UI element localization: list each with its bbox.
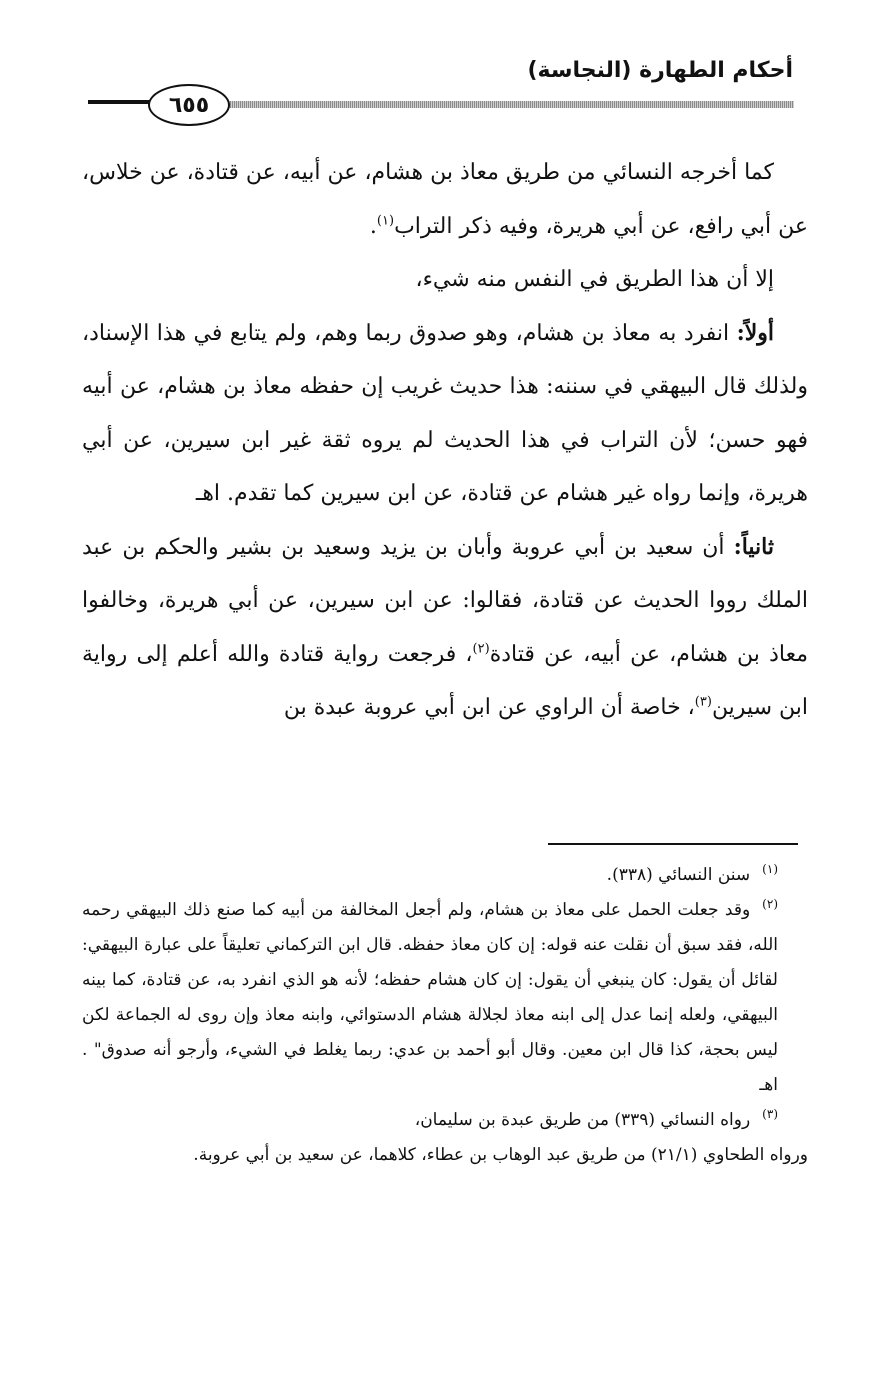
header-rule-right (222, 101, 794, 108)
main-text (82, 146, 808, 735)
footnote-ref-1: (١) (376, 213, 395, 229)
footnotes (82, 858, 808, 1173)
header-rule-left (88, 100, 152, 104)
paragraph-2: إلا أن هذا الطريق في النفس منه شيء، (415, 267, 774, 292)
paragraph-3-lead: أولاً: (736, 319, 774, 346)
paragraph-4-text-c: ، خاصة أن الراوي عن ابن أبي عروبة عبدة بن (283, 695, 695, 720)
paragraph-3 (82, 307, 808, 521)
footnote-3-text: رواه النسائي (٣٣٩) من طريق عبدة بن سليمان، (414, 1110, 751, 1130)
running-title: أحكام الطهارة (النجاسة) (527, 58, 793, 83)
page-number-badge (148, 84, 230, 126)
page-number: ٦٥٥ (168, 92, 210, 118)
paragraph-1 (82, 146, 808, 253)
paragraph-4 (82, 521, 808, 735)
footnote-2-number: (٢) (762, 897, 778, 912)
footnote-3 (82, 1103, 808, 1138)
footnote-2 (82, 893, 808, 1103)
footnote-separator (548, 843, 798, 845)
footnote-ref-3: (٣) (694, 694, 712, 710)
paragraph-4-text-b: ، فرجعت رواية قتادة والله أعلم إلى رواية ابن سيرين (82, 641, 808, 720)
footnote-1-number: (١) (762, 862, 778, 877)
footnote-3-number: (٣) (762, 1107, 778, 1122)
paragraph-1-text: كما أخرجه النسائي من طريق معاذ بن هشام، عن أبيه، عن قتادة، عن خلاس، عن أبي رافع، عن أبي هريرة، وفيه ذكر التراب (82, 160, 808, 239)
footnote-1-text: سنن النسائي (٣٣٨). (606, 865, 751, 885)
footnote-3-continuation: ورواه الطحاوي (٢١/١) من طريق عبد الوهاب بن عطاء، كلاهما، عن سعيد بن أبي عروبة. (193, 1145, 808, 1165)
paragraph-3-text: انفرد به معاذ بن هشام، وهو صدوق ربما وهم، ولم يتابع في هذا الإسناد، ولذلك قال البيهقي في سننه: هذا حديث غريب إن حفظه معاذ بن هشام، عن أبيه فهو حسن؛ لأن التراب في هذا الحديث لم يروه ثقة غير ابن سيرين، عن أبي هريرة، وإنما رواه غير هشام عن قتادة، عن ابن سيرين كما تقدم. اهـ (82, 320, 808, 506)
footnote-2-text: وقد جعلت الحمل على معاذ بن هشام، ولم أجعل المخالفة من أبيه كما صنع ذلك البيهقي رحمه الله، فقد سبق أن نقلت عنه قوله: إن كان معاذ حفظه. قال ابن التركماني تعليقاً على عبارة البيهقي: لقائل أن يقول: كان ينبغي أن يقول: إن كان هشام حفظه؛ لأنه هو الذي انفرد به، عن قتادة، كما بينه البيهقي، ولعله إنما عدل إلى ابنه معاذ لجلالة هشام الدستوائي، وابنه معاذ وإن روى له الجماعة لكن ليس بحجة، كذا قال ابن معين. وقال أبو أحمد بن عدي: ربما يغلط في الشيء، وأرجو أنه صدوق" . اهـ (82, 900, 779, 1095)
footnote-1 (82, 858, 808, 893)
paragraph-4-text-a: أن سعيد بن أبي عروبة وأبان بن يزيد وسعيد بن بشير والحكم بن عبد الملك رووا الحديث عن قتادة، فقالوا: عن ابن سيرين، عن أبي هريرة، وخالفوا معاذ بن هشام، عن أبيه، عن قتادة (82, 534, 808, 667)
paragraph-1-end: . (369, 213, 377, 239)
footnote-ref-2: (٢) (472, 641, 490, 657)
page-header (0, 0, 879, 130)
paragraph-4-lead: ثانياً: (733, 533, 774, 560)
